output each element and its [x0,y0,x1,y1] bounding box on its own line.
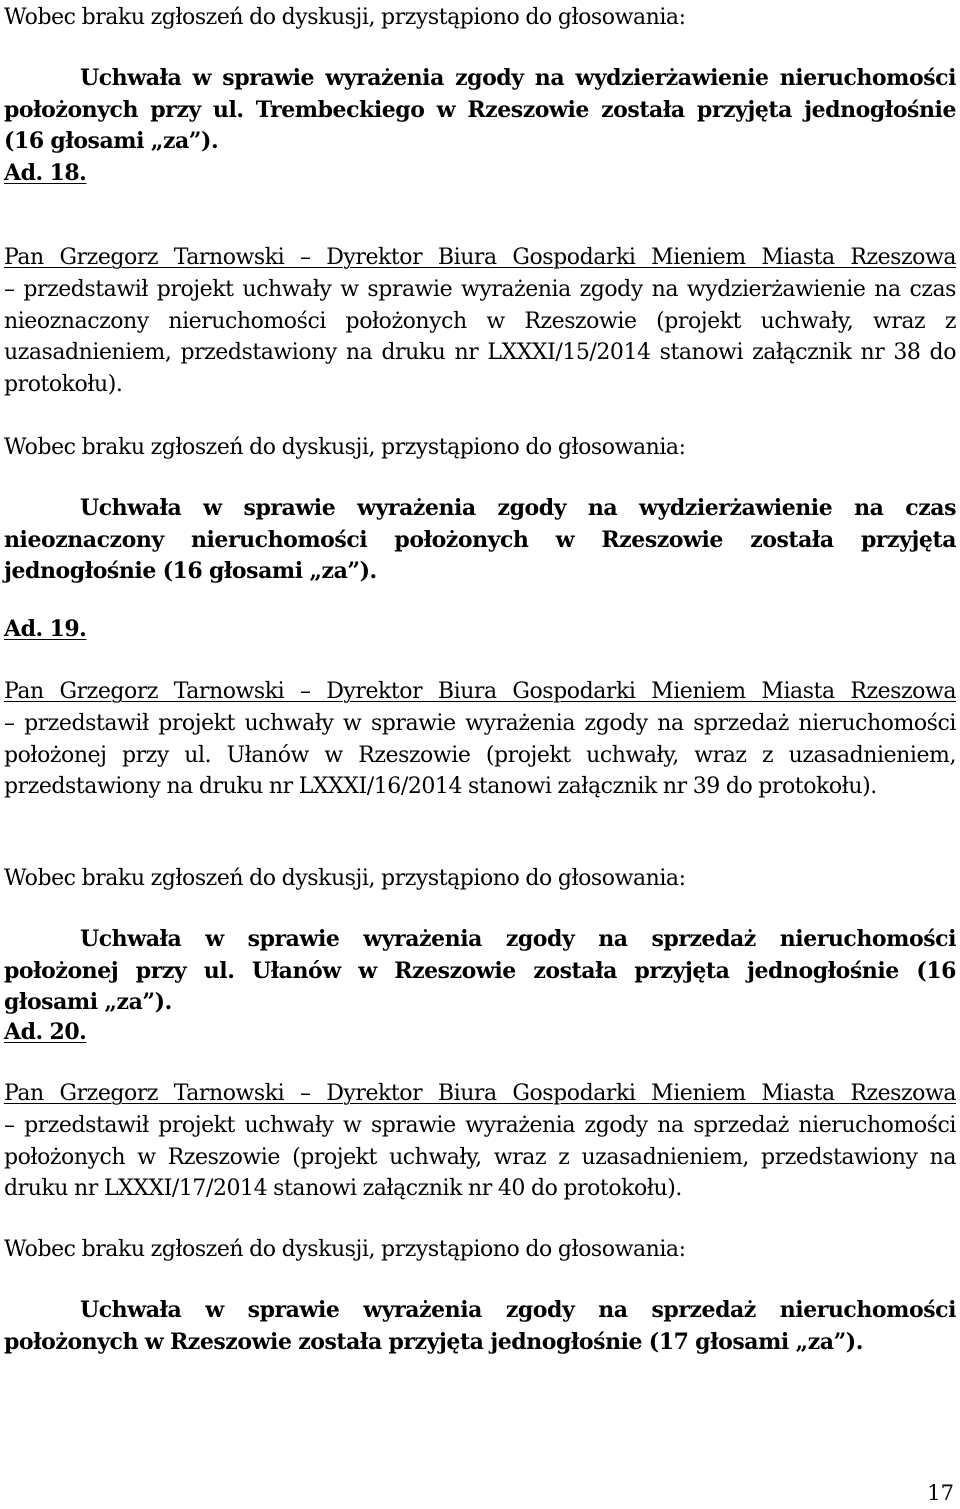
voting-intro: Wobec braku zgłoszeń do dyskusji, przystąpiono do głosowania: [4,866,686,891]
speaker-line: Pan Grzegorz Tarnowski – Dyrektor Biura Gospodarki Mieniem Miasta Rzeszowa [4,245,956,270]
voting-intro: Wobec braku zgłoszeń do dyskusji, przystąpiono do głosowania: [4,435,686,460]
resolution-result: Uchwała w sprawie wyrażenia zgody na wydzierżawienie na czas nieoznaczony nieruchomości położonych w Rzeszowie została przyjęta jednogłośnie (16 głosami „za”). [4,495,956,584]
agenda-heading-ad-20: Ad. 20. [4,1019,87,1045]
speaker-line: Pan Grzegorz Tarnowski – Dyrektor Biura Gospodarki Mieniem Miasta Rzeszowa [4,679,956,704]
presentation-text: – przedstawił projekt uchwały w sprawie wyrażenia zgody na sprzedaż nieruchomości położonych w Rzeszowie (projekt uchwały, wraz z uzasadnieniem, przedstawiony na druku nr LXXXI/17/2014 stanowi załącznik nr 40 do protokołu). [4,1113,956,1201]
presentation-text: – przedstawił projekt uchwały w sprawie wyrażenia zgody na wydzierżawienie na czas nieoznaczony nieruchomości położonych w Rzeszowie (projekt uchwały, wraz z uzasadnieniem, przedstawiony na druku nr LXXXI/15/2014 stanowi załącznik nr 38 do protokołu). [4,277,956,397]
resolution-result: Uchwała w sprawie wyrażenia zgody na sprzedaż nieruchomości położonych w Rzeszowie została przyjęta jednogłośnie (17 głosami „za”). [4,1297,956,1355]
voting-intro: Wobec braku zgłoszeń do dyskusji, przystąpiono do głosowania: [4,5,686,30]
agenda-heading-ad-19: Ad. 19. [4,616,87,642]
presentation-text: – przedstawił projekt uchwały w sprawie wyrażenia zgody na sprzedaż nieruchomości położonej przy ul. Ułanów w Rzeszowie (projekt uchwały, wraz z uzasadnieniem, przedstawiony na druku nr LXXXI/16/2014 stanowi załącznik nr 39 do protokołu). [4,711,956,799]
speaker-line: Pan Grzegorz Tarnowski – Dyrektor Biura Gospodarki Mieniem Miasta Rzeszowa [4,1081,956,1106]
resolution-result: Uchwała w sprawie wyrażenia zgody na sprzedaż nieruchomości położonej przy ul. Ułanów w Rzeszowie została przyjęta jednogłośnie (16 głosami „za”). [4,926,956,1015]
resolution-result: Uchwała w sprawie wyrażenia zgody na wydzierżawienie nieruchomości położonych przy ul. Trembeckiego w Rzeszowie została przyjęta jednogłośnie (16 głosami „za”). [4,65,956,154]
page-number: 17 [927,1481,954,1505]
agenda-heading-ad-18: Ad. 18. [4,160,87,186]
voting-intro: Wobec braku zgłoszeń do dyskusji, przystąpiono do głosowania: [4,1237,686,1262]
